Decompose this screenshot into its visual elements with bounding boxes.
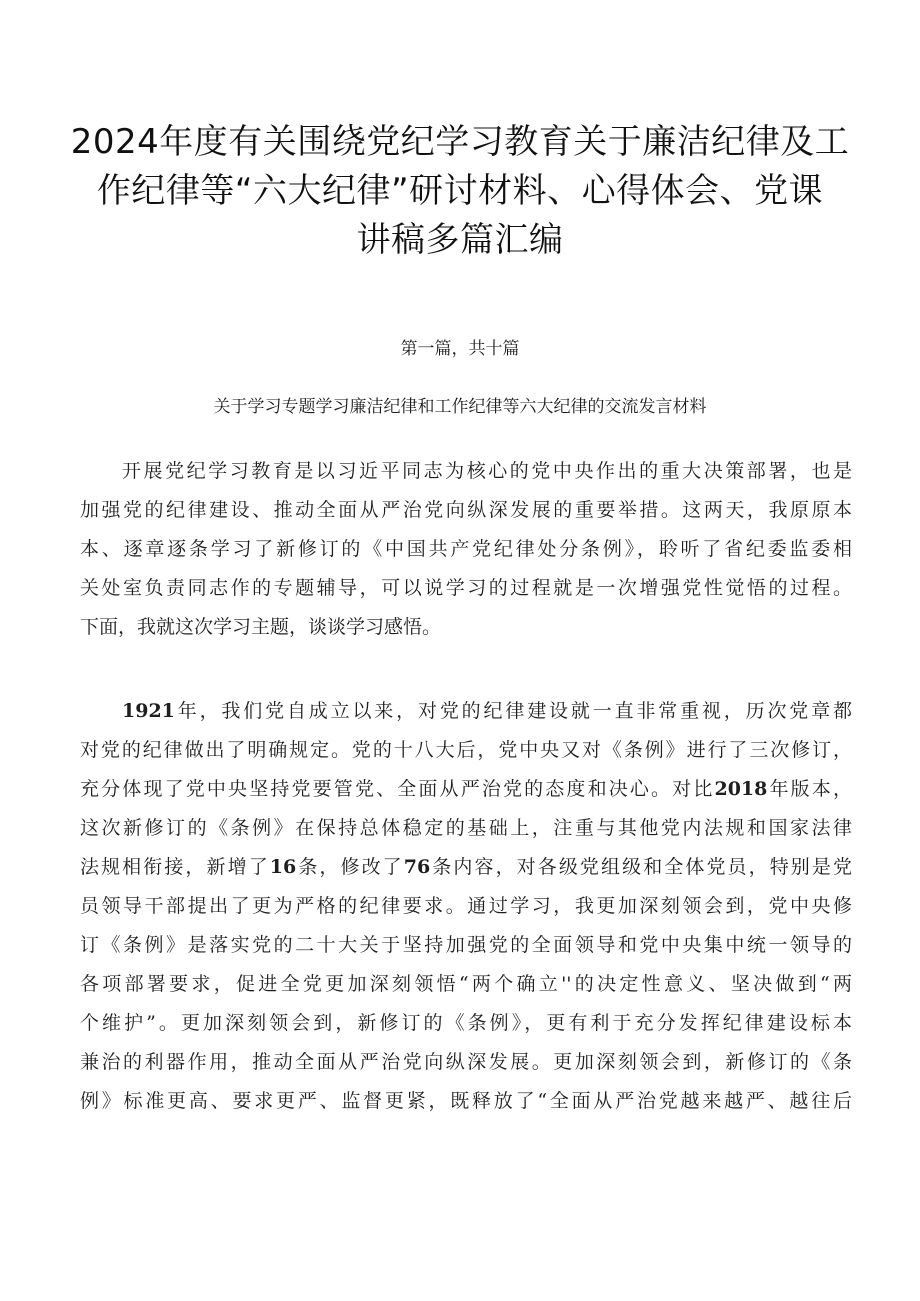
paragraph-line: 1921年，我们党自成立以来，对党的纪律建设就一直非常重视，历次党章都 xyxy=(122,700,852,722)
number-text: 16 xyxy=(269,856,297,878)
paragraph-history xyxy=(80,692,852,1162)
paragraph-intro xyxy=(80,452,852,647)
paragraph-line: 充分体现了党中央坚持党要管党、全面从严治党的态度和决心。对比2018年版本， xyxy=(80,778,852,800)
paragraph-line: 员领导干部提出了更为严格的纪律要求。通过学习，我更加深刻领会到，党中央修 xyxy=(80,895,852,917)
title-line: 讲稿多篇汇编 xyxy=(356,220,564,260)
paragraph-line: 例》标准更高、要求更严、监督更紧，既释放了“全面从严治党越来越严、越往后 xyxy=(80,1090,852,1112)
paragraph-line: 关处室负责同志作的专题辅导，可以说学习的过程就是一次增强党性觉悟的过程。 xyxy=(80,577,852,599)
paragraph-line: 开展党纪学习教育是以习近平同志为核心的党中央作出的重大决策部署，也是 xyxy=(122,460,852,482)
document-title xyxy=(70,118,850,265)
title-line: 作纪律等“六大纪律”研讨材料、心得体会、党课 xyxy=(96,171,824,211)
paragraph-line: 对党的纪律做出了明确规定。党的十八大后，党中央又对《条例》进行了三次修订， xyxy=(80,739,852,761)
part-label: 第一篇，共十篇 xyxy=(400,339,520,359)
number-text: 76 xyxy=(403,856,431,878)
section-subtitle: 关于学习专题学习廉洁纪律和工作纪律等六大纪律的交流发言材料 xyxy=(213,397,707,417)
paragraph-line: 法规相衔接，新增了16条，修改了76条内容，对各级党组级和全体党员，特别是党 xyxy=(80,856,852,878)
paragraph-line: 加强党的纪律建设、推动全面从严治党向纵深发展的重要举措。这两天，我原原本 xyxy=(80,499,852,521)
number-text: 1921 xyxy=(122,700,175,722)
title-line: 2024年度有关围绕党纪学习教育关于廉洁纪律及工 xyxy=(70,122,850,162)
paragraph-line: 各项部署要求，促进全党更加深刻领悟“两个确立''的决定性意义、坚决做到“两 xyxy=(80,973,852,995)
paragraph-line: 本、逐章逐条学习了新修订的《中国共产党纪律处分条例》，聆听了省纪委监委相 xyxy=(80,538,852,560)
paragraph-line: 这次新修订的《条例》在保持总体稳定的基础上，注重与其他党内法规和国家法律 xyxy=(80,817,852,839)
paragraph-line: 订《条例》是落实党的二十大关于坚持加强党的全面领导和党中央集中统一领导的 xyxy=(80,934,852,956)
paragraph-line: 个维护”。更加深刻领会到，新修订的《条例》，更有利于充分发挥纪律建设标本 xyxy=(80,1012,852,1034)
paragraph-line: 下面，我就这次学习主题，谈谈学习感悟。 xyxy=(80,616,442,638)
number-text: 2018 xyxy=(714,778,768,800)
paragraph-line: 兼治的利器作用，推动全面从严治党向纵深发展。更加深刻领会到，新修订的《条 xyxy=(80,1051,852,1073)
